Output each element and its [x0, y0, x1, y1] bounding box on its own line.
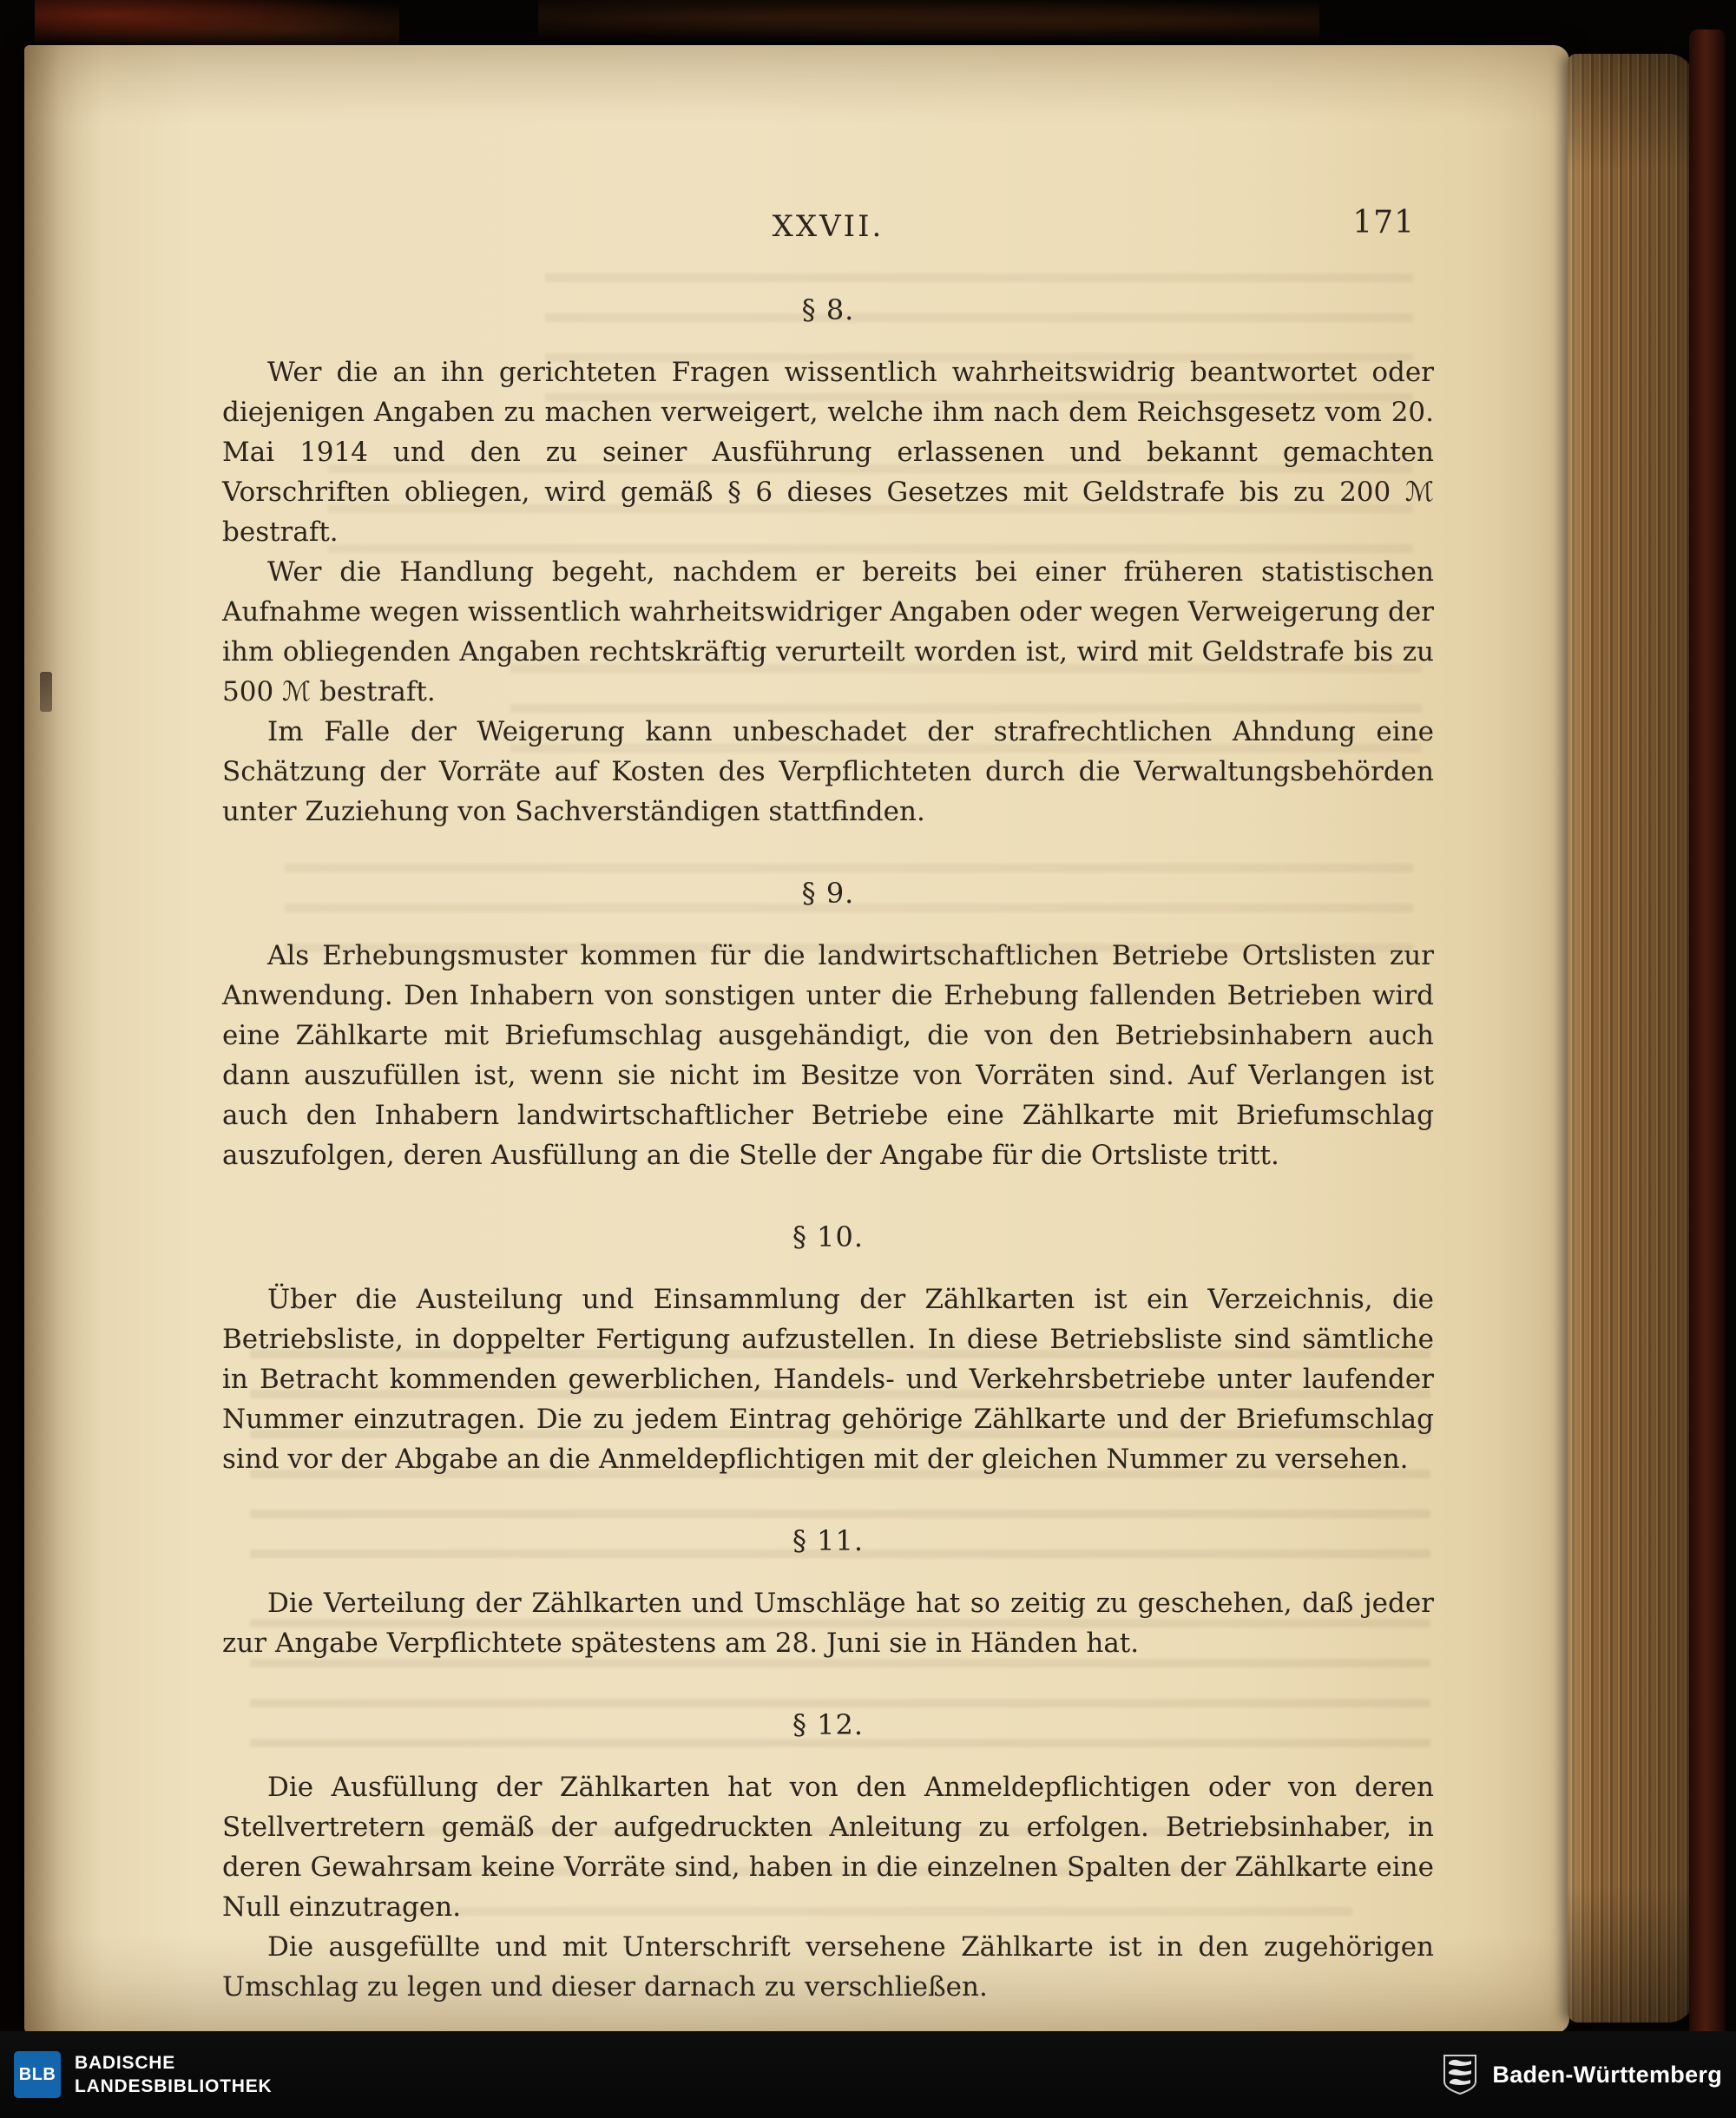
paragraph: Die ausgefüllte und mit Unterschrift versehene Zählkarte ist in den zugehörigen Umschlag zu legen und dieser darnach zu verschließen. [222, 1931, 1434, 2003]
book-top-glint-secondary [538, 0, 1319, 43]
scanned-book-page [24, 45, 1569, 2033]
paragraph: Die Ausfüllung der Zählkarten hat von den Anmeldepflichtigen oder von deren Stellvertretern gemäß der aufgedruckten Anleitung zu erfolgen. Betriebsinhaber, in deren Gewahrsam keine Vorräte sind, haben in die einzelnen Spalten der Zählkarte eine Null einzutragen. [222, 1772, 1434, 1923]
book-fore-edge [1568, 54, 1694, 2023]
section-paragraph-12 [222, 1705, 1434, 2007]
library-name-line1: BADISCHE [75, 2052, 176, 2073]
paragraph: Wer die an ihn gerichteten Fragen wissentlich wahrheitswidrig beantwortet oder diejenigen Angaben zu machen verweigert, welche ihm nach dem Reichsgesetz vom 20. Mai 1914 und den zu seiner Ausführung erlassenen und bekannt gemachten Vorschriften obliegen, wird gemäß § 6 dieses Gesetzes mit Geldstrafe bis zu 200 ℳ bestraft. [222, 357, 1434, 548]
paragraph: Im Falle der Weigerung kann unbeschadet der strafrechtlichen Ahndung eine Schätzung der Vorräte auf Kosten des Verpflichteten durch die Verwaltungsbehörden unter Zuziehung von Sachverständigen stattfinden. [222, 716, 1434, 827]
section-heading: § 10. [792, 1220, 865, 1253]
paragraph: Über die Austeilung und Einsammlung der Zählkarten ist ein Verzeichnis, die Betriebsliste, in doppelter Fertigung aufzustellen. In diese Betriebsliste sind sämtliche in Betracht kommenden gewerblichen, Handels- und Verkehrsbetriebe unter laufender Nummer einzutragen. Die zu jedem Eintrag gehörige Zählkarte und der Briefumschlag sind vor der Abgabe an die Anmeldepflichtigen mit der gleichen Nummer zu versehen. [222, 1284, 1434, 1475]
section-heading: § 11. [792, 1524, 865, 1557]
page-number: 171 [1352, 205, 1415, 240]
chapter-heading: XXVII. [772, 209, 884, 244]
section-paragraph-9 [222, 873, 1434, 1175]
section-heading: § 12. [792, 1708, 865, 1741]
section-heading: § 9. [801, 877, 855, 910]
section-paragraph-8 [222, 290, 1434, 832]
baden-wuerttemberg-logo [1440, 2053, 1480, 2096]
book-top-glint [35, 0, 399, 50]
section-heading: § 8. [801, 293, 855, 326]
library-name [75, 2051, 272, 2099]
page-text-block [222, 207, 1434, 2007]
page-edge-mark [40, 672, 52, 712]
blb-logo: BLB [14, 2051, 61, 2098]
paragraph: Wer die Handlung begeht, nachdem er bereits bei einer früheren statistischen Aufnahme wegen wissentlich wahrheitswidriger Angaben oder wegen Verweigerung der ihm obliegenden Angaben rechtskräftig verurteilt worden ist, wird mit Geldstrafe bis zu 500 ℳ bestraft. [222, 556, 1434, 707]
library-branding [14, 2051, 272, 2099]
section-paragraph-10 [222, 1217, 1434, 1479]
paragraph: Die Verteilung der Zählkarten und Umschläge hat so zeitig zu geschehen, daß jeder zur Angabe Verpflichtete spätestens am 28. Juni sie in Händen hat. [222, 1588, 1434, 1659]
paragraph: Als Erhebungsmuster kommen für die landwirtschaftlichen Betriebe Ortslisten zur Anwendung. Den Inhabern von sonstigen unter die Erhebung fallenden Betrieben wird eine Zählkarte mit Briefumschlag ausgehändigt, die von den Betriebsinhabern auch dann auszufüllen ist, wenn sie nicht im Besitze von Vorräten sind. Auf Verlangen ist auch den Inhabern landwirtschaftlicher Betriebe eine Zählkarte mit Briefumschlag auszufolgen, deren Ausfüllung an die Stelle der Angabe für die Ortsliste tritt. [222, 940, 1434, 1171]
region-branding [1440, 2053, 1722, 2096]
region-label: Baden-Württemberg [1492, 2061, 1722, 2088]
book-cover-edge [1689, 30, 1726, 2047]
library-name-line2: LANDESBIBLIOTHEK [75, 2076, 273, 2096]
footer-bar [0, 2031, 1736, 2118]
section-paragraph-11 [222, 1521, 1434, 1663]
binding-shadow [24, 45, 102, 2033]
page-header [222, 207, 1434, 248]
